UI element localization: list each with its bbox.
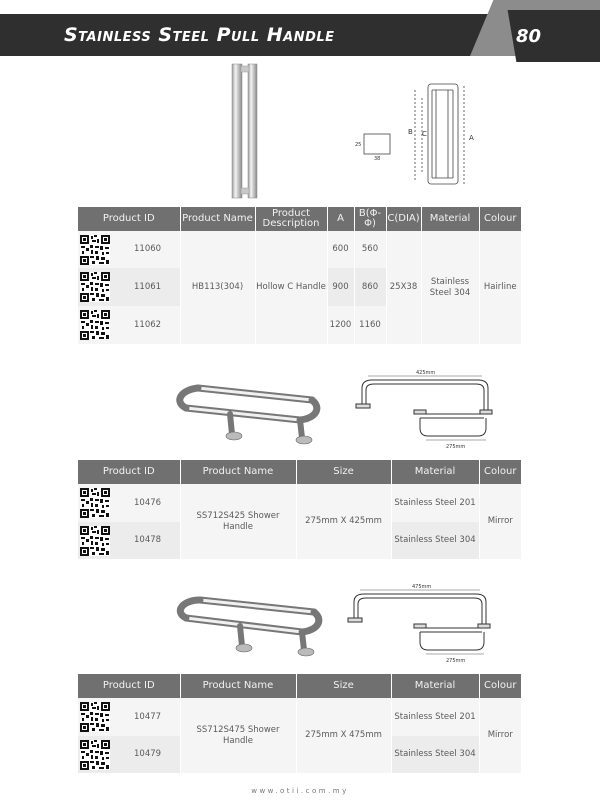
spec-table-shower-handle-475 <box>78 674 521 773</box>
col-b: B(Φ-Φ) <box>354 207 386 231</box>
qr-code-icon <box>80 740 110 770</box>
label-b: B <box>408 128 413 136</box>
col-product-id: Product ID <box>78 207 180 231</box>
product-id: 10479 <box>134 749 162 760</box>
spec-table-pull-handle <box>78 207 521 344</box>
dim-top: 475mm <box>412 584 432 590</box>
spec-table-shower-handle-425 <box>78 460 521 559</box>
technical-drawing-shower-handle-425 <box>350 366 500 450</box>
dim-bottom: 275mm <box>446 444 466 450</box>
product-photo-shower-handle-425 <box>170 378 330 448</box>
page-title: Stainless Steel Pull Handle <box>64 24 335 46</box>
col-product-name: Product Name <box>180 674 296 698</box>
qr-code-icon <box>80 272 110 302</box>
product-description: Hollow C Handle <box>255 231 327 344</box>
product-id: 10476 <box>134 497 162 508</box>
table-header-row <box>78 460 521 484</box>
col-size: Size <box>296 674 391 698</box>
material: Stainless Steel 304 <box>391 736 479 773</box>
qr-code-icon <box>80 526 110 556</box>
col-a: A <box>327 207 354 231</box>
col-product-name: Product Name <box>180 207 255 231</box>
technical-drawing-shower-handle-475 <box>346 580 496 664</box>
col-colour: Colour <box>479 674 521 698</box>
product-name: HB113(304) <box>180 231 255 344</box>
col-material: Material <box>391 460 479 484</box>
dim-top: 425mm <box>416 370 436 376</box>
dim-height: 25 <box>355 142 362 148</box>
col-material: Material <box>421 207 479 231</box>
colour: Hairline <box>479 231 521 344</box>
product-photo-shower-handle-475 <box>170 592 330 662</box>
qr-code-icon <box>80 235 110 265</box>
product-id: 11061 <box>134 281 162 292</box>
table-row <box>78 698 521 736</box>
size: 275mm X 425mm <box>296 484 391 559</box>
value-c: 25X38 <box>386 231 421 344</box>
material: Stainless Steel 201 <box>391 484 479 522</box>
page-number: 80 <box>516 26 542 47</box>
label-a: A <box>469 134 474 142</box>
product-id: 10477 <box>134 711 162 722</box>
page-header <box>0 0 600 70</box>
material: Stainless Steel 304 <box>391 522 479 559</box>
material: Stainless Steel 304 <box>421 231 479 344</box>
product-photo-pull-handle <box>210 60 270 205</box>
col-colour: Colour <box>479 207 521 231</box>
product-id: 10478 <box>134 535 162 546</box>
colour: Mirror <box>479 698 521 773</box>
value-a: 600 <box>327 231 354 268</box>
qr-code-icon <box>80 488 110 518</box>
footer-website: www.otii.com.my <box>251 787 349 795</box>
value-a: 1200 <box>327 306 354 344</box>
product-name: SS712S425 Shower Handle <box>180 484 296 559</box>
col-material: Material <box>391 674 479 698</box>
col-product-name: Product Name <box>180 460 296 484</box>
colour: Mirror <box>479 484 521 559</box>
qr-code-icon <box>80 310 110 340</box>
table-header-row <box>78 674 521 698</box>
value-a: 900 <box>327 268 354 306</box>
product-id: 11060 <box>134 244 162 255</box>
table-row <box>78 484 521 522</box>
dim-bottom: 275mm <box>446 658 466 664</box>
material: Stainless Steel 201 <box>391 698 479 736</box>
table-row <box>78 231 521 268</box>
col-product-description: Product Description <box>255 207 327 231</box>
table-header-row <box>78 207 521 231</box>
value-b: 860 <box>354 268 386 306</box>
dim-width: 38 <box>374 156 381 162</box>
col-size: Size <box>296 460 391 484</box>
col-c: C(DIA) <box>386 207 421 231</box>
col-product-id: Product ID <box>78 674 180 698</box>
value-b: 560 <box>354 231 386 268</box>
product-id: 11062 <box>134 319 162 330</box>
size: 275mm X 475mm <box>296 698 391 773</box>
value-b: 1160 <box>354 306 386 344</box>
col-product-id: Product ID <box>78 460 180 484</box>
qr-code-icon <box>80 702 110 732</box>
label-c: C <box>422 130 427 138</box>
col-colour: Colour <box>479 460 521 484</box>
technical-drawing-pull-handle <box>352 80 488 192</box>
product-name: SS712S475 Shower Handle <box>180 698 296 773</box>
